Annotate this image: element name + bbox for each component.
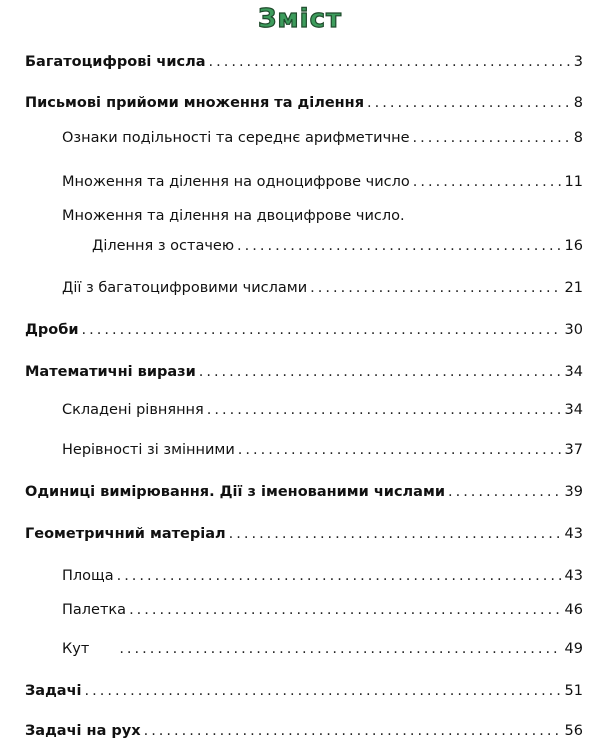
toc-entry[interactable] — [62, 602, 583, 618]
dot-leader — [199, 364, 562, 380]
dot-leader — [144, 723, 562, 739]
entry-title: Дроби — [25, 322, 79, 338]
entry-title-continued: Ділення з остачею — [92, 238, 235, 254]
entry-page: 34 — [564, 402, 583, 418]
dot-leader — [82, 322, 562, 338]
dot-leader — [85, 683, 562, 699]
dot-leader — [237, 238, 562, 254]
entry-title: Письмові прийоми множення та ділення — [25, 95, 365, 111]
toc-entry[interactable] — [25, 95, 583, 111]
toc-entry[interactable] — [62, 280, 583, 296]
entry-page: 51 — [564, 683, 583, 699]
entry-page: 46 — [564, 602, 583, 618]
entry-title: Дії з багатоцифровими числами — [62, 280, 308, 296]
toc-entry[interactable] — [62, 641, 583, 657]
entry-page: 56 — [564, 723, 583, 739]
entry-page: 39 — [564, 484, 583, 500]
entry-title: Палетка — [62, 602, 127, 618]
entry-page: 34 — [564, 364, 583, 380]
dot-leader — [119, 641, 561, 657]
toc-entry[interactable] — [62, 402, 583, 418]
entry-page: 49 — [564, 641, 583, 657]
entry-title: Одиниці вимірювання. Дії з іменованими числами — [25, 484, 445, 500]
entry-page: 8 — [573, 130, 583, 146]
toc-entry[interactable] — [25, 526, 583, 542]
entry-page: 37 — [564, 442, 583, 458]
toc-entry[interactable] — [25, 364, 583, 380]
toc-entry[interactable] — [25, 683, 583, 699]
dot-leader — [448, 484, 562, 500]
toc-entry[interactable] — [25, 322, 583, 338]
entry-title: Кут — [62, 641, 90, 657]
entry-title: Нерівності зі змінними — [62, 442, 235, 458]
entry-title: Ознаки подільності та середнє арифметичне — [62, 130, 410, 146]
dot-leader — [413, 174, 562, 190]
entry-title: Задачі — [25, 683, 82, 699]
entry-page: 43 — [564, 526, 583, 542]
entry-page: 3 — [573, 54, 583, 70]
dot-leader — [207, 402, 562, 418]
entry-title: Множення та ділення на одноцифрове число — [62, 174, 410, 190]
toc-entry[interactable] — [25, 723, 583, 739]
dot-leader — [238, 442, 562, 458]
entry-page: 30 — [564, 322, 583, 338]
toc-entry[interactable] — [62, 174, 583, 190]
entry-title: Математичні вирази — [25, 364, 196, 380]
dot-leader — [310, 280, 561, 296]
dot-leader — [413, 130, 571, 146]
entry-title: Геометричний матеріал — [25, 526, 226, 542]
toc-entry[interactable] — [62, 568, 583, 584]
entry-title: Задачі на рух — [25, 723, 141, 739]
entry-title: Багатоцифрові числа — [25, 54, 206, 70]
entry-title: Складені рівняння — [62, 402, 204, 418]
toc-entry[interactable] — [62, 442, 583, 458]
entry-title: Площа — [62, 568, 114, 584]
toc-entry[interactable] — [25, 484, 583, 500]
dot-leader — [117, 568, 562, 584]
dot-leader — [367, 95, 571, 111]
page-title: Зміст — [257, 4, 343, 34]
dot-leader — [209, 54, 571, 70]
entry-title: Множення та ділення на двоцифрове число. — [62, 208, 405, 224]
entry-page: 43 — [564, 568, 583, 584]
entry-page: 16 — [564, 238, 583, 254]
dot-leader — [129, 602, 561, 618]
toc-entry[interactable] — [25, 54, 583, 70]
toc-entry[interactable] — [62, 130, 583, 146]
toc-entry[interactable] — [92, 238, 583, 254]
entry-page: 21 — [564, 280, 583, 296]
dot-leader — [229, 526, 562, 542]
entry-page: 8 — [573, 95, 583, 111]
entry-page: 11 — [564, 174, 583, 190]
